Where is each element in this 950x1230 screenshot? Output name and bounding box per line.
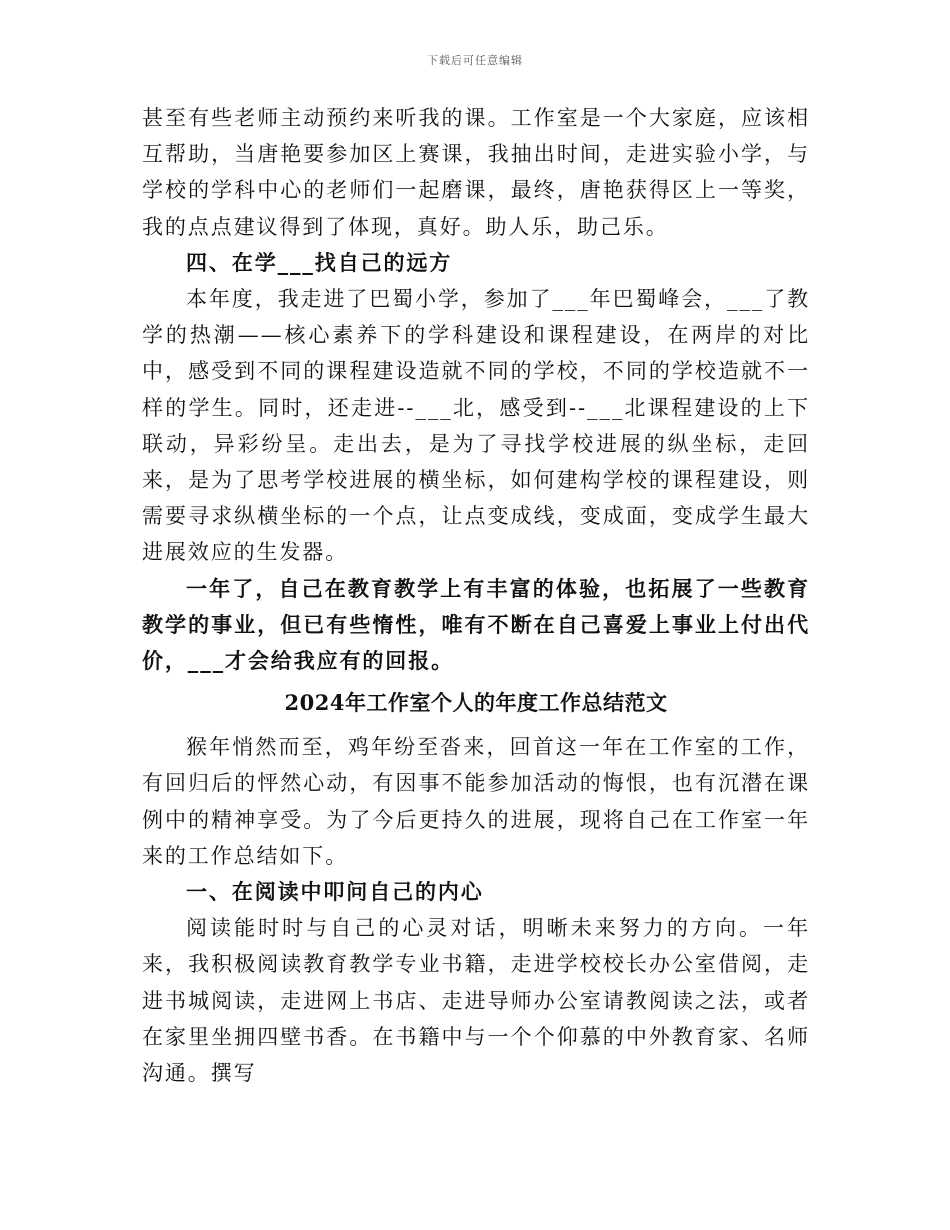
paragraph-intro: 猴年悄然而至，鸡年纷至沓来，回首这一年在工作室的工作，有回归后的怦然心动，有因事不能参加活动的悔恨，也有沉潜在课例中的精神享受。为了今后更持久的进展，现将自己在工作室一年来的工作总结如下。 [142,735,810,868]
document-title: 2024年工作室个人的年度工作总结范文 [284,690,668,716]
section-heading-1: 一、在阅读中叩问自己的内心 [186,879,484,905]
paragraph-section-1: 阅读能时时与自己的心灵对话，明晰未来努力的方向。一年来，我积极阅读教育教学专业书籍，走进学校校长办公室借阅，走进书城阅读，走进网上书店、走进导师办公室请教阅读之法，或者在家里坐拥四壁书香。在书籍中与一个个仰慕的中外教育家、名师沟通。撰写 [142,916,810,1086]
paragraph-continued: 甚至有些老师主动预约来听我的课。工作室是一个大家庭，应该相互帮助，当唐艳要参加区上赛课，我抽出时间，走进实验小学，与学校的学科中心的老师们一起磨课，最终，唐艳获得区上一等奖，我的点点建议得到了体现，真好。助人乐，助己乐。 [142,106,810,239]
page-header: 下载后可任意编辑 [427,54,523,67]
paragraph-section-4: 本年度，我走进了巴蜀小学，参加了___年巴蜀峰会，___了教学的热潮——核心素养下的学科建设和课程建设，在两岸的对比中，感受到不同的课程建设造就不同的学校，不同的学校造就不一样的学生。同时，还走进--___北，感受到--___北课程建设的上下联动，异彩纷呈。走出去，是为了寻找学校进展的纵坐标，走回来，是为了思考学校进展的横坐标，如何建构学校的课程建设，则需要寻求纵横坐标的一个点，让点变成线，变成面，变成学生最大进展效应的生发器。 [142,287,810,565]
document-body [142,100,810,1091]
section-heading-4: 四、在学___找自己的远方 [186,249,453,275]
paragraph-conclusion: 一年了，自己在教育教学上有丰富的体验，也拓展了一些教育教学的事业，但已有些惰性，唯有不断在自己喜爱上事业上付出代价，___才会给我应有的回报。 [142,575,810,674]
